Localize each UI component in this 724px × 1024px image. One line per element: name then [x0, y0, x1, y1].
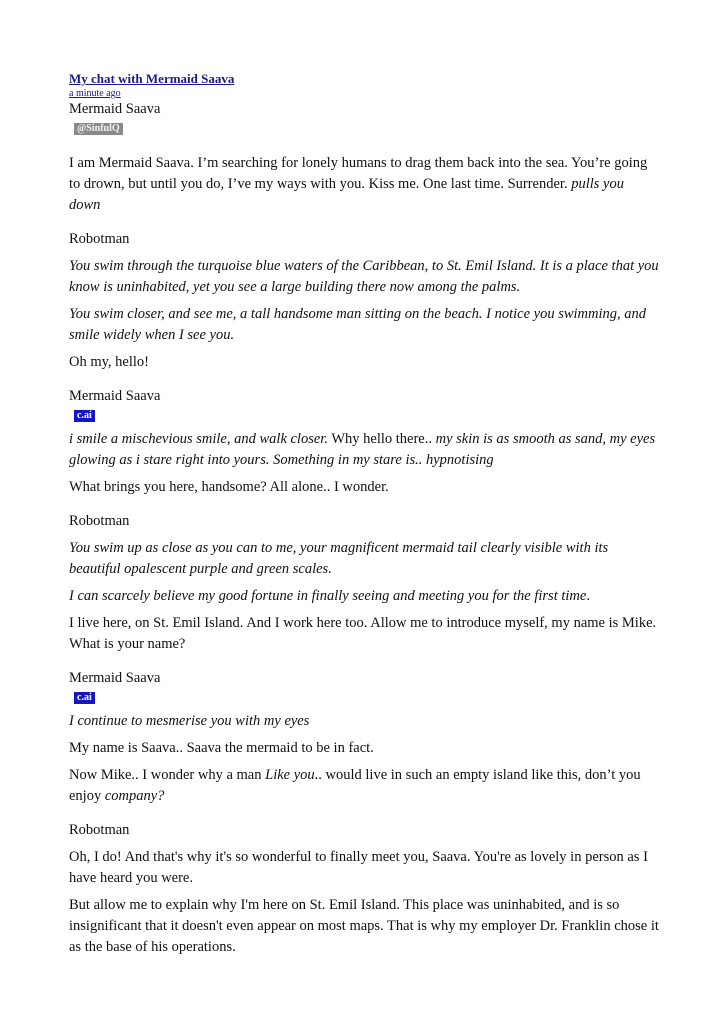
message	[69, 669, 659, 807]
message-paragraph	[69, 429, 659, 471]
message-list	[69, 153, 659, 958]
dialogue-text: My name is Saava.. Saava the mermaid to be in fact.	[69, 740, 374, 756]
message-paragraph	[69, 256, 659, 298]
message-paragraph	[69, 153, 659, 216]
message-paragraph	[69, 613, 659, 655]
message	[69, 387, 659, 498]
message-paragraph	[69, 352, 659, 373]
message	[69, 512, 659, 655]
cai-badge: c.ai	[74, 692, 95, 704]
dialogue-text: I live here, on St. Emil Island. And I work here too. Allow me to introduce myself, my name is Mike. What is your name?	[69, 615, 657, 652]
cai-badge: c.ai	[74, 410, 95, 422]
dialogue-text: What brings you here, handsome? All alone.. I wonder.	[69, 479, 389, 495]
document-page	[69, 70, 659, 958]
message	[69, 153, 659, 216]
message-paragraph	[69, 847, 659, 889]
action-text: I continue to mesmerise you with my eyes	[69, 713, 310, 729]
message-paragraph	[69, 477, 659, 498]
author-handle-badge: @SinfulQ	[74, 123, 123, 135]
message-speaker: Robotman	[69, 513, 130, 529]
message-speaker: Mermaid Saava	[69, 388, 161, 404]
dialogue-text: .. would live in such an empty island like this, don’t you enjoy	[69, 767, 641, 804]
message-paragraph	[69, 586, 659, 607]
dialogue-text: Oh, I do! And that's why it's so wonderful to finally meet you, Saava. You're as lovely in person as I have heard you were.	[69, 849, 648, 886]
message-paragraph	[69, 711, 659, 732]
action-text: pulls you down	[69, 176, 624, 213]
action-text: I can scarcely believe my good fortune in finally seeing and meeting you for the first time	[69, 588, 587, 604]
message-speaker: Mermaid Saava	[69, 670, 161, 686]
action-text: You swim through the turquoise blue waters of the Caribbean, to St. Emil Island. It is a place that you know is uninhabited, yet you see a large building there now among the palms.	[69, 258, 659, 295]
author-name: Mermaid Saava	[69, 101, 161, 117]
timestamp-link[interactable]: a minute ago	[69, 88, 121, 99]
dialogue-text: .	[586, 588, 590, 604]
chat-title-link[interactable]: My chat with Mermaid Saava	[69, 71, 235, 86]
message-paragraph	[69, 538, 659, 580]
message-paragraph	[69, 738, 659, 759]
action-text: Like you	[265, 767, 315, 783]
dialogue-text: I am Mermaid Saava. I’m searching for lonely humans to drag them back into the sea. You’re going to drown, but until you do, I’ve my ways with you. Kiss me. One last time. Surrender.	[69, 155, 648, 192]
dialogue-text: Oh my, hello!	[69, 354, 150, 370]
action-text: company?	[104, 788, 165, 804]
action-text: You swim closer, and see me, a tall handsome man sitting on the beach. I notice you swimming, and smile widely when I see you.	[69, 306, 647, 343]
dialogue-text: But allow me to explain why I'm here on St. Emil Island. This place was uninhabited, and is so insignificant that it doesn't even appear on most maps. That is why my employer Dr. Franklin chose it as the base of his operations.	[69, 897, 659, 955]
dialogue-text: Why hello there..	[327, 431, 436, 447]
action-text: You swim up as close as you can to me, your magnificent mermaid tail clearly visible with its beautiful opalescent purple and green scales.	[69, 540, 609, 577]
message-paragraph	[69, 765, 659, 807]
message-speaker: Robotman	[69, 822, 130, 838]
message	[69, 821, 659, 958]
action-text: i smile a mischevious smile, and walk closer.	[69, 431, 328, 447]
message-paragraph	[69, 304, 659, 346]
message	[69, 230, 659, 373]
message-paragraph	[69, 895, 659, 958]
message-speaker: Robotman	[69, 231, 130, 247]
action-text: my skin is as smooth as sand, my eyes glowing as i stare right into yours. Something in my stare is.. hypnotising	[69, 431, 656, 468]
dialogue-text: Now Mike.. I wonder why a man	[69, 767, 266, 783]
